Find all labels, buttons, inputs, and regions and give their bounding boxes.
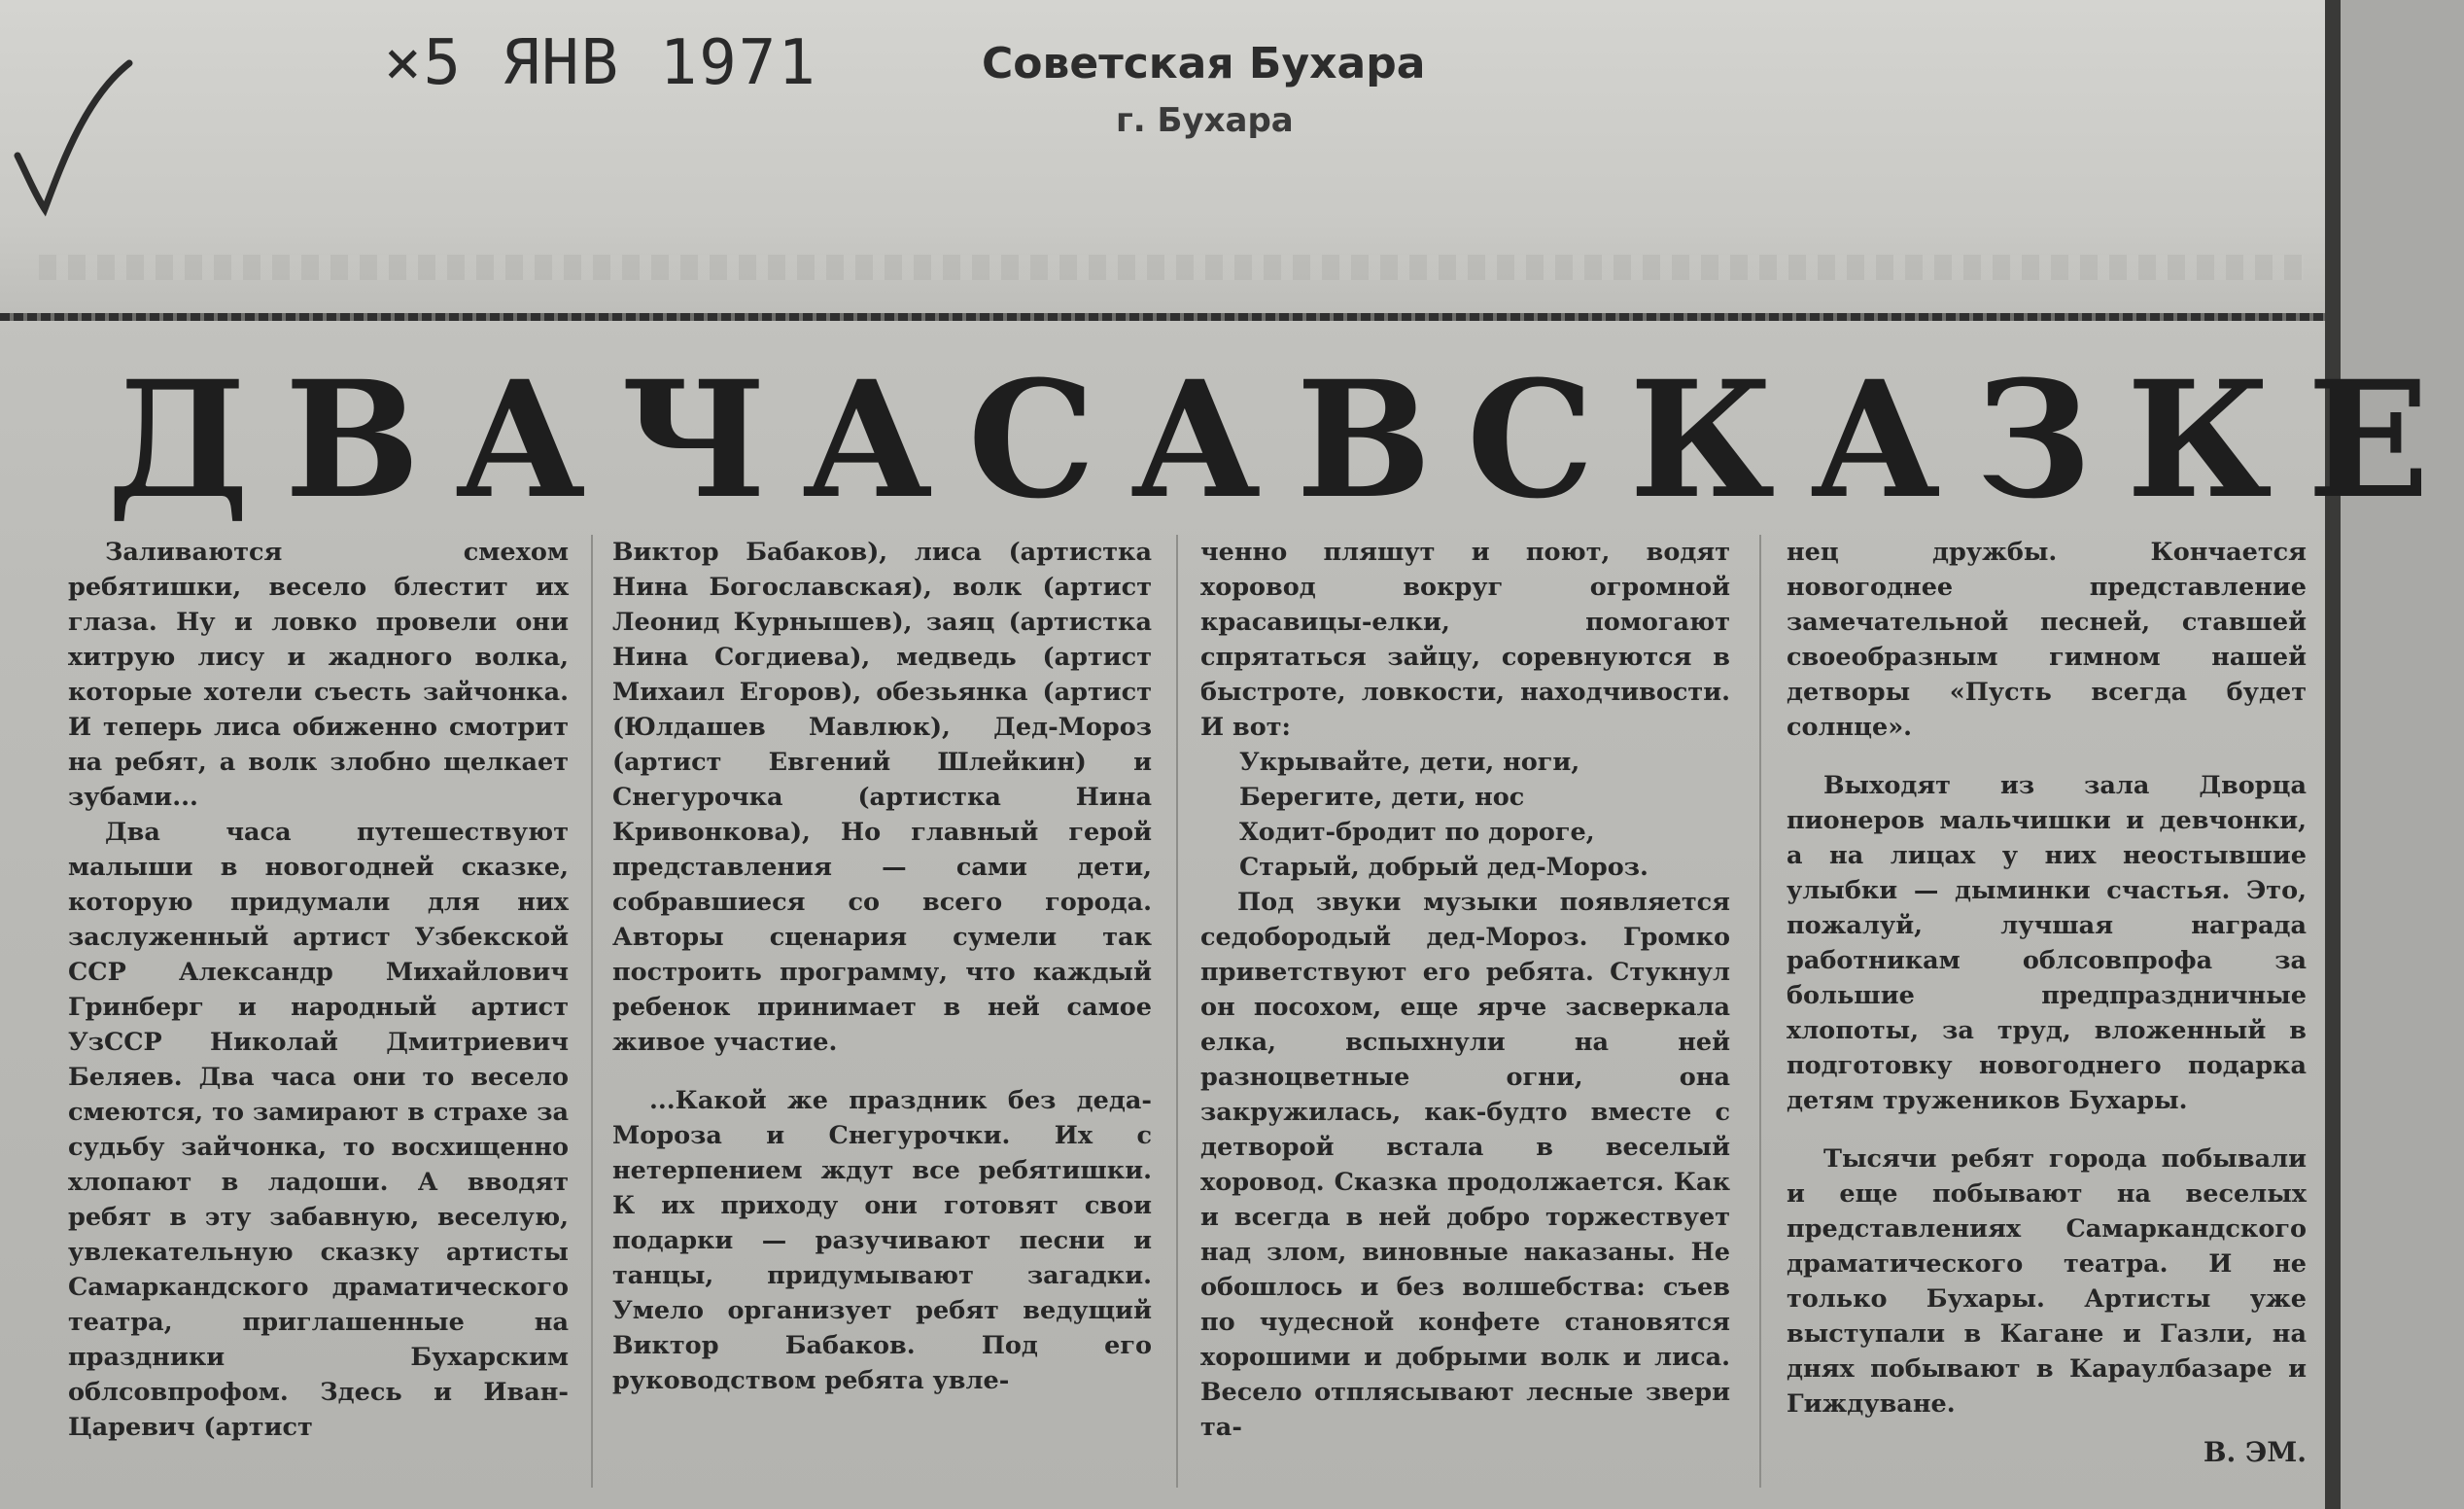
date-stamp: ×5 ЯНВ 1971 xyxy=(384,27,817,99)
handwritten-check-mark-icon xyxy=(8,49,134,224)
poem-line: Укрывайте, дети, ноги, xyxy=(1239,748,1580,777)
top-border-rule xyxy=(0,313,2341,321)
article-column-3 xyxy=(1200,535,1730,1445)
faded-bleed-through-text xyxy=(39,255,2304,280)
paragraph-continued: Виктор Бабаков), лиса (артистка Нина Богославская), волк (артист Леонид Курнышев), заяц (артистка Нина Согдиева), медведь (артист Михаил Егоров), обезьянка (артист (Юлдашев Мавлюк), Дед-Мороз (артист Евгений Шлейкин) и Снегурочка (артистка Нина Кривонкова), Но главный герой представления — сами дети, собравшиеся со всего города. Авторы сценария сумели так построить программу, что каждый ребенок принимает в ней самое живое участие. xyxy=(612,538,1152,1057)
newspaper-name: Советская Бухара xyxy=(982,39,1426,88)
paragraph: Заливаются смехом ребятишки, весело блестит их глаза. Ну и ловко провели они хитрую лису и жадного волка, которые хотели съесть зайчонка. И теперь лиса обиженно смотрит на ребят, а волк злобно щелкает зубами... xyxy=(68,538,569,812)
poem-line: Ходит-бродит по дороге, xyxy=(1239,818,1595,847)
headline-word: СКАЗКЕ xyxy=(1466,345,2464,534)
article-headline xyxy=(107,345,2464,534)
paragraph: Тысячи ребят города побывали и еще побывают на веселых представлениях Самаркандского драматического театра. И не только Бухары. Артисты уже выступали в Кагане и Газли, на днях побывают в Караулбазаре и Гиждуване. xyxy=(1787,1144,2307,1419)
article-column-1 xyxy=(68,535,569,1445)
paragraph: Под звуки музыки появляется седобородый дед-Мороз. Громко приветствуют его ребята. Стукнул он посохом, еще ярче засверкала елка, вспыхнули на ней разноцветные огни, она закружилась, как-будто вместе с детворой встала в веселый хоровод. Сказка продолжается. Как и всегда в ней добро торжествует над злом, виновные наказаны. Не обошлось и без волшебства: съев по чудесной конфете становятся хорошими и добрыми волк и лиса. Весело отплясывают лесные звери та- xyxy=(1200,888,1730,1442)
column-divider xyxy=(1759,535,1761,1488)
paragraph-continued: ченно пляшут и поют, водят хоровод вокруг огромной красавицы-елки, помогают спрятаться зайцу, соревнуются в быстроте, ловкости, находчивости. И вот: xyxy=(1200,538,1730,742)
paragraph: Выходят из зала Дворца пионеров мальчишки и девчонки, а на лицах у них неостывшие улыбки — дыминки счастья. Это, пожалуй, лучшая награда работникам облсовпрофа за большие предпраздничные хлопоты, за труд, вложенный в подготовку новогоднего подарка детям тружеников Бухары. xyxy=(1787,771,2307,1115)
paragraph: ...Какой же праздник без деда-Мороза и Снегурочки. Их с нетерпением ждут все ребятишки. К их приходу они готовят свои подарки — разучивают песни и танцы, придумывают загадки. Умело организует ребят ведущий Виктор Бабаков. Под его руководством ребята увле- xyxy=(612,1086,1152,1395)
poem-line: Берегите, дети, нос xyxy=(1239,783,1525,812)
poem-line: Старый, добрый дед-Мороз. xyxy=(1239,853,1648,882)
headline-word: ДВА xyxy=(107,345,621,534)
column-divider xyxy=(1176,535,1178,1488)
paragraph-continued: нец дружбы. Кончается новогоднее представление замечательной песней, ставшей своеобразным гимном нашей детворы «Пусть всегда будет солнце». xyxy=(1787,538,2307,742)
article-column-2 xyxy=(612,535,1152,1398)
newspaper-city: г. Бухара xyxy=(1116,101,1294,140)
paragraph: Два часа путешествуют малыши в новогодней сказке, которую придумали для них заслуженный артист Узбекской ССР Александр Михайлович Гринберг и народный артист УзССР Николай Дмитриевич Беляев. Два часа они то весело смеются, то замирают в страхе за судьбу зайчонка, то восхищенно хлопают в ладоши. А вводят ребят в эту забавную, веселую, увлекательную сказку артисты Самаркандского драматического театра, приглашенные на праздники Бухарским облсовпрофом. Здесь и Иван-Царевич (артист xyxy=(68,818,569,1442)
column-divider xyxy=(591,535,593,1488)
scan-edge xyxy=(2325,0,2341,1509)
article-column-4 xyxy=(1787,535,2307,1470)
headline-word: ЧАСА xyxy=(620,345,1297,534)
headline-word: В xyxy=(1296,345,1467,534)
author-signature: В. ЭМ. xyxy=(2203,1436,2307,1468)
